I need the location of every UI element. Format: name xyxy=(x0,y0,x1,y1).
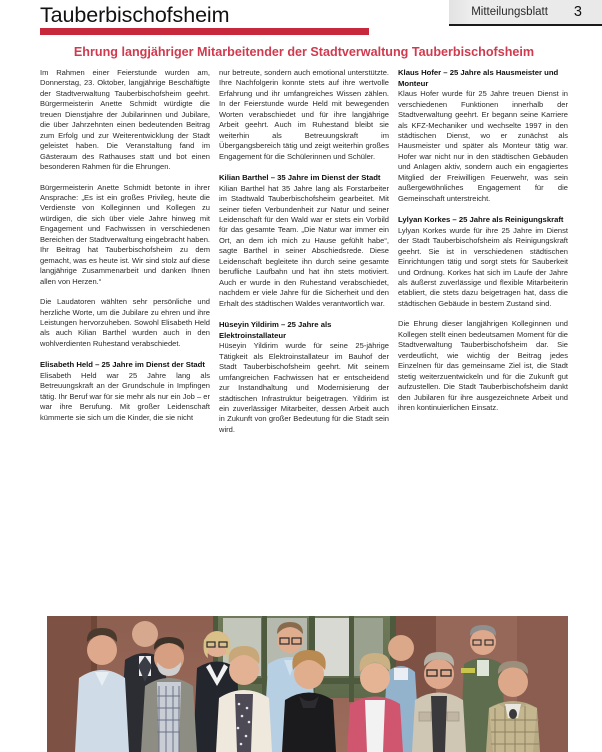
body-paragraph: Bürgermeisterin Anette Schmidt betonte in ihrer Ansprache: „Es ist ein großes Privileg, heute die Verdienste von Kolleginnen und Kollegen zu würdigen, die sich über viele Jahre hinweg mit Engagement und Fachwissen in verschiedenen Bereichen der Stadtverwaltung eingebracht haben. Ihr Beitrag hat Tauberbischofsheim zu dem gemacht, was es heute ist. Wir sind stolz auf diese langjährige Zusammenarbeit und danken Ihnen allen von Herzen.“ xyxy=(40,182,210,286)
body-paragraph: nur betreute, sondern auch emotional unterstützte. Ihre Nachfolgerin konnte stets auf ihre wertvolle Erfahrung und ihr umfangreiches Wissen zählen. In der Feierstunde wurde Held mit bewegenden Worten verabschiedet und für ihre langjährige Arbeit geehrt. Auch im Ruhestand bleibt sie weiterhin als Betreuungskraft im Übergangsbereich tätig und zeigt weiterhin großes Engagement für die Schülerinnen und Schüler. xyxy=(219,68,389,161)
article-column-1 xyxy=(40,68,210,608)
body-paragraph: Elisabeth Held war 25 Jahre lang als Betreuungskraft an der Grundschule in Impfingen tätig. Ihr Beruf war für sie mehr als nur ein Job – er war ihre Berufung. Mit großer Leidenschaft kümmerte sie sich um die Kinder, die sie nicht xyxy=(40,370,210,422)
article-body xyxy=(40,68,569,608)
article-column-2 xyxy=(219,68,389,608)
masthead-red-rule xyxy=(40,28,369,35)
section-heading: Klaus Hofer – 25 Jahre als Hausmeister und Monteur xyxy=(398,68,559,88)
section-heading: Lylyan Korkes – 25 Jahre als Reinigungskraft xyxy=(398,215,564,225)
section-heading: Hüseyin Yildirim – 25 Jahre als Elektroinstallateur xyxy=(219,320,332,340)
article-headline: Ehrung langjähriger Mitarbeitender der Stadtverwaltung Tauberbischofsheim xyxy=(73,45,535,59)
group-photo xyxy=(47,616,568,752)
body-paragraph: Kilian Barthel hat 35 Jahre lang als Forstarbeiter im Stadtwald Tauberbischofsheim gearbeitet. Mit seiner tiefen Verbundenheit zur Natur und seiner Leidenschaft für den Wald war er stets ein Vorbild für das gesamte Team. „Die Natur war immer ein Ort, an dem ich mich zu Hause gefühlt habe“, sagte Barthel in seiner Abschiedsrede. Diese Leidenschaft begleitete ihn durch seine gesamte berufliche Laufbahn und hat ihn stets motiviert. Auch er wurde in den Ruhestand verabschiedet, nachdem er viele Jahre für die Sicherheit und den Erhalt des städtischen Waldes verantwortlich war. xyxy=(219,183,389,308)
section-heading: Kilian Barthel – 35 Jahre im Dienst der Stadt xyxy=(219,173,381,183)
body-paragraph: Lylyan Korkes wurde für ihre 25 Jahre im Dienst der Stadt Tauberbischofsheim als Reinigungskraft geehrt. Sie ist in verschiedenen städtischen Einrichtungen tätig und sorgt stets für Sauberkeit und Ordnung. Korkes hat sich im Laufe der Jahre als äußerst zuverlässige und flexible Mitarbeiterin etabliert, die stets dazu beigetragen hat, dass die städtischen Gebäude in bestem Zustand sind. xyxy=(398,225,568,308)
publication-tab xyxy=(449,0,602,26)
page-masthead xyxy=(0,0,602,38)
body-paragraph: Die Ehrung dieser langjährigen Kolleginnen und Kollegen stellt einen bedeutsamen Moment für die Stadtverwaltung Tauberbischofsheim dar. Sie verdeutlicht, wie wichtig der Beitrag jedes Einzelnen für das gemeinsame Ziel ist, die Stadt stetig weiterzuentwickeln und für die Zukunft gut aufzustellen. Die Stadt Tauberbischofsheim dankt den Jubilaren für ihre ausgezeichnete Arbeit und ihren kontinuierlichen Einsatz. xyxy=(398,319,568,413)
body-paragraph: Die Laudatoren wählten sehr persönliche und herzliche Worte, um die Jubilare zu ehren und ihre Leistungen hervorzuheben. Sowohl Elisabeth Held als auch Kilian Barthel wurden auch in den wohlverdienten Ruhestand verabschiedet. xyxy=(40,297,210,348)
article-column-3 xyxy=(398,68,568,608)
body-paragraph: Im Rahmen einer Feierstunde wurden am, Donnerstag, 23. Oktober, langjährige Beschäftigte der Stadtverwaltung Tauberbischofsheim geehrt. Bürgermeisterin Anette Schmidt würdigte die treuen Dienstjahre der Jubilarinnen und Jubilare, die über Jahrzehnten einen bedeutenden Beitrag zum Erfolg und zur Weiterentwicklung der Stadt geleistet haben. Die Veranstaltung fand im Gästeraum des Rathauses statt und bot einen besonderen Rahmen für die Ehrungen. xyxy=(40,68,210,172)
body-paragraph: Klaus Hofer wurde für 25 Jahre treuen Dienst in verschiedenen Funktionen innerhalb der Stadtverwaltung geehrt. Er begann seine Karriere als KFZ-Mechaniker und wechselte 1997 in den städtischen Dienst, wo er zunächst als Hausmeister und später als Monteur tätig war. Hofer war nicht nur in den städtischen Gebäuden und Anlagen aktiv, sondern auch ein engagiertes Mitglied der Freiwilligen Feuerwehr, was sein außergewöhnliches Engagement für die Gemeinschaft unterstreicht. xyxy=(398,89,568,203)
page-title: Tauberbischofsheim xyxy=(40,3,230,27)
section-heading: Elisabeth Held – 25 Jahre im Dienst der Stadt xyxy=(40,360,205,370)
group-photo-illustration xyxy=(47,616,568,752)
publication-name: Mitteilungsblatt xyxy=(471,6,548,18)
body-paragraph: Hüseyin Yildirim wurde für seine 25-jährige Tätigkeit als Elektroinstallateur im Bauhof der Stadt Tauberbischofsheim geehrt. Mit seinem umfangreichen Fachwissen hat er entscheidend zur Instandhaltung und Modernisierung der städtischen Infrastruktur beigetragen. Yildirim ist ein zuverlässiger Mitarbeiter, dessen Arbeit auch in Zukunft von großer Bedeutung für die Stadt sein wird. xyxy=(219,341,389,434)
group-photo-image xyxy=(47,616,568,752)
page-number: 3 xyxy=(573,4,582,20)
